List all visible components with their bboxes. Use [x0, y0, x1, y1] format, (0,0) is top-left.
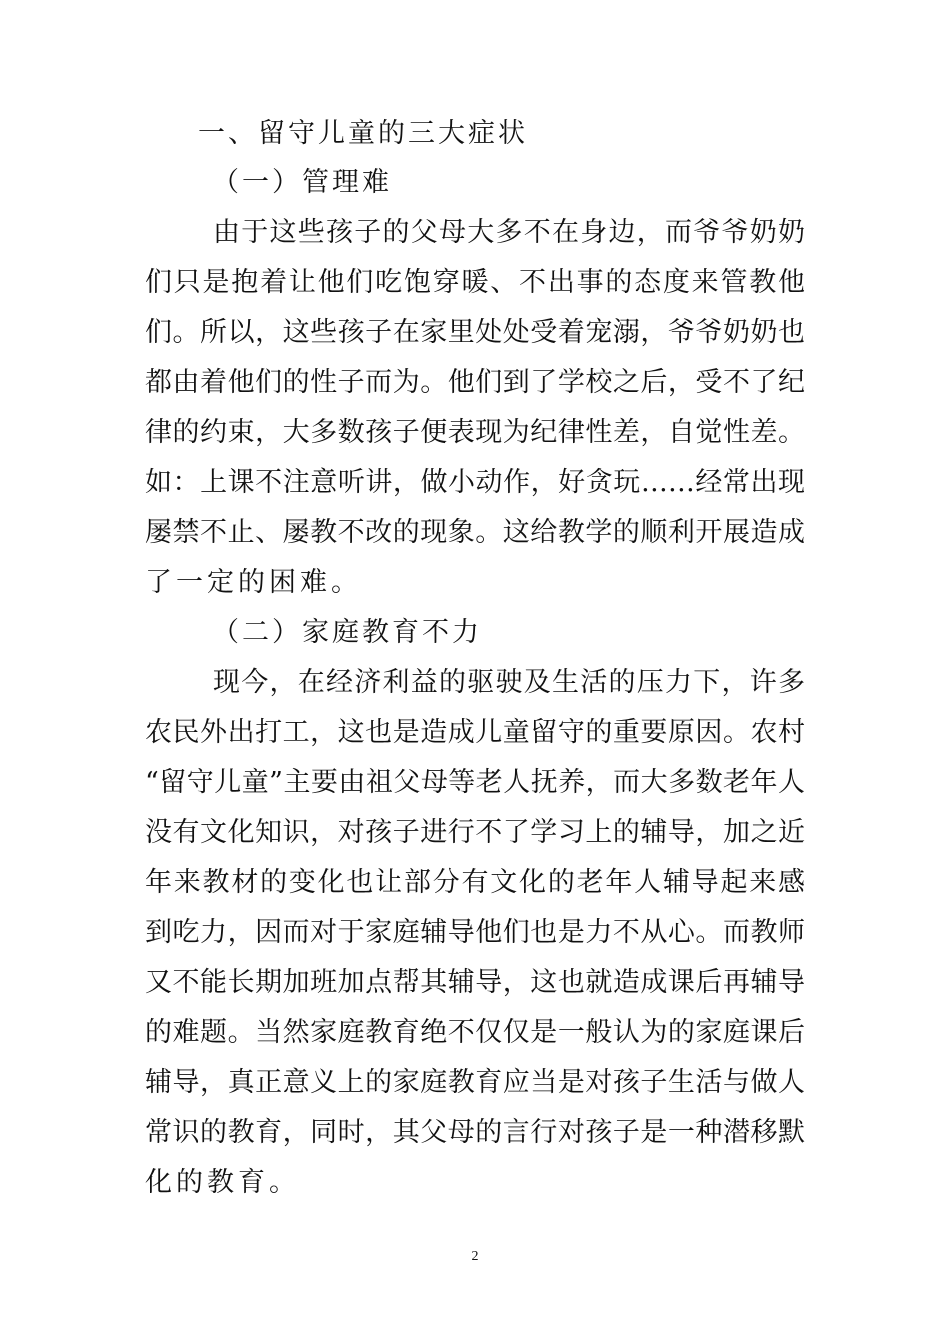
page-number: 2: [471, 1249, 479, 1264]
paragraph-line: 如：上课不注意听讲，做小动作，好贪玩……经常出现: [145, 467, 805, 498]
paragraph-line: 律的约束，大多数孩子便表现为纪律性差，自觉性差。: [145, 417, 805, 448]
paragraph-line: 化的教育。: [145, 1167, 300, 1198]
subsection-heading-1: （一）管理难: [212, 167, 392, 198]
paragraph-line: 年来教材的变化也让部分有文化的老年人辅导起来感: [145, 867, 805, 898]
paragraph-line: 们。所以，这些孩子在家里处处受着宠溺，爷爷奶奶也: [145, 317, 805, 348]
paragraph-line: 都由着他们的性子而为。他们到了学校之后，受不了纪: [145, 367, 805, 398]
paragraph-line: “留守儿童”主要由祖父母等老人抚养，而大多数老年人: [145, 767, 805, 798]
paragraph-line: 农民外出打工，这也是造成儿童留守的重要原因。农村: [145, 717, 805, 748]
paragraph-line: 现今，在经济利益的驱驶及生活的压力下，许多: [213, 667, 805, 698]
subsection-heading-2: （二）家庭教育不力: [212, 617, 482, 648]
paragraph-line: 又不能长期加班加点帮其辅导，这也就造成课后再辅导: [145, 967, 805, 998]
paragraph-line: 由于这些孩子的父母大多不在身边，而爷爷奶奶: [213, 217, 805, 248]
paragraph-line: 的难题。当然家庭教育绝不仅仅是一般认为的家庭课后: [145, 1017, 805, 1048]
paragraph-line: 们只是抱着让他们吃饱穿暖、不出事的态度来管教他: [145, 267, 805, 298]
paragraph-line: 辅导，真正意义上的家庭教育应当是对孩子生活与做人: [145, 1067, 805, 1098]
paragraph-line: 到吃力，因而对于家庭辅导他们也是力不从心。而教师: [145, 917, 805, 948]
section-heading: 一、留守儿童的三大症状: [198, 118, 528, 149]
paragraph-line: 常识的教育，同时，其父母的言行对孩子是一种潜移默: [145, 1117, 805, 1148]
paragraph-line: 没有文化知识，对孩子进行不了学习上的辅导，加之近: [145, 817, 805, 848]
paragraph-line: 了一定的困难。: [145, 567, 362, 598]
paragraph-line: 屡禁不止、屡教不改的现象。这给教学的顺利开展造成: [145, 517, 805, 548]
